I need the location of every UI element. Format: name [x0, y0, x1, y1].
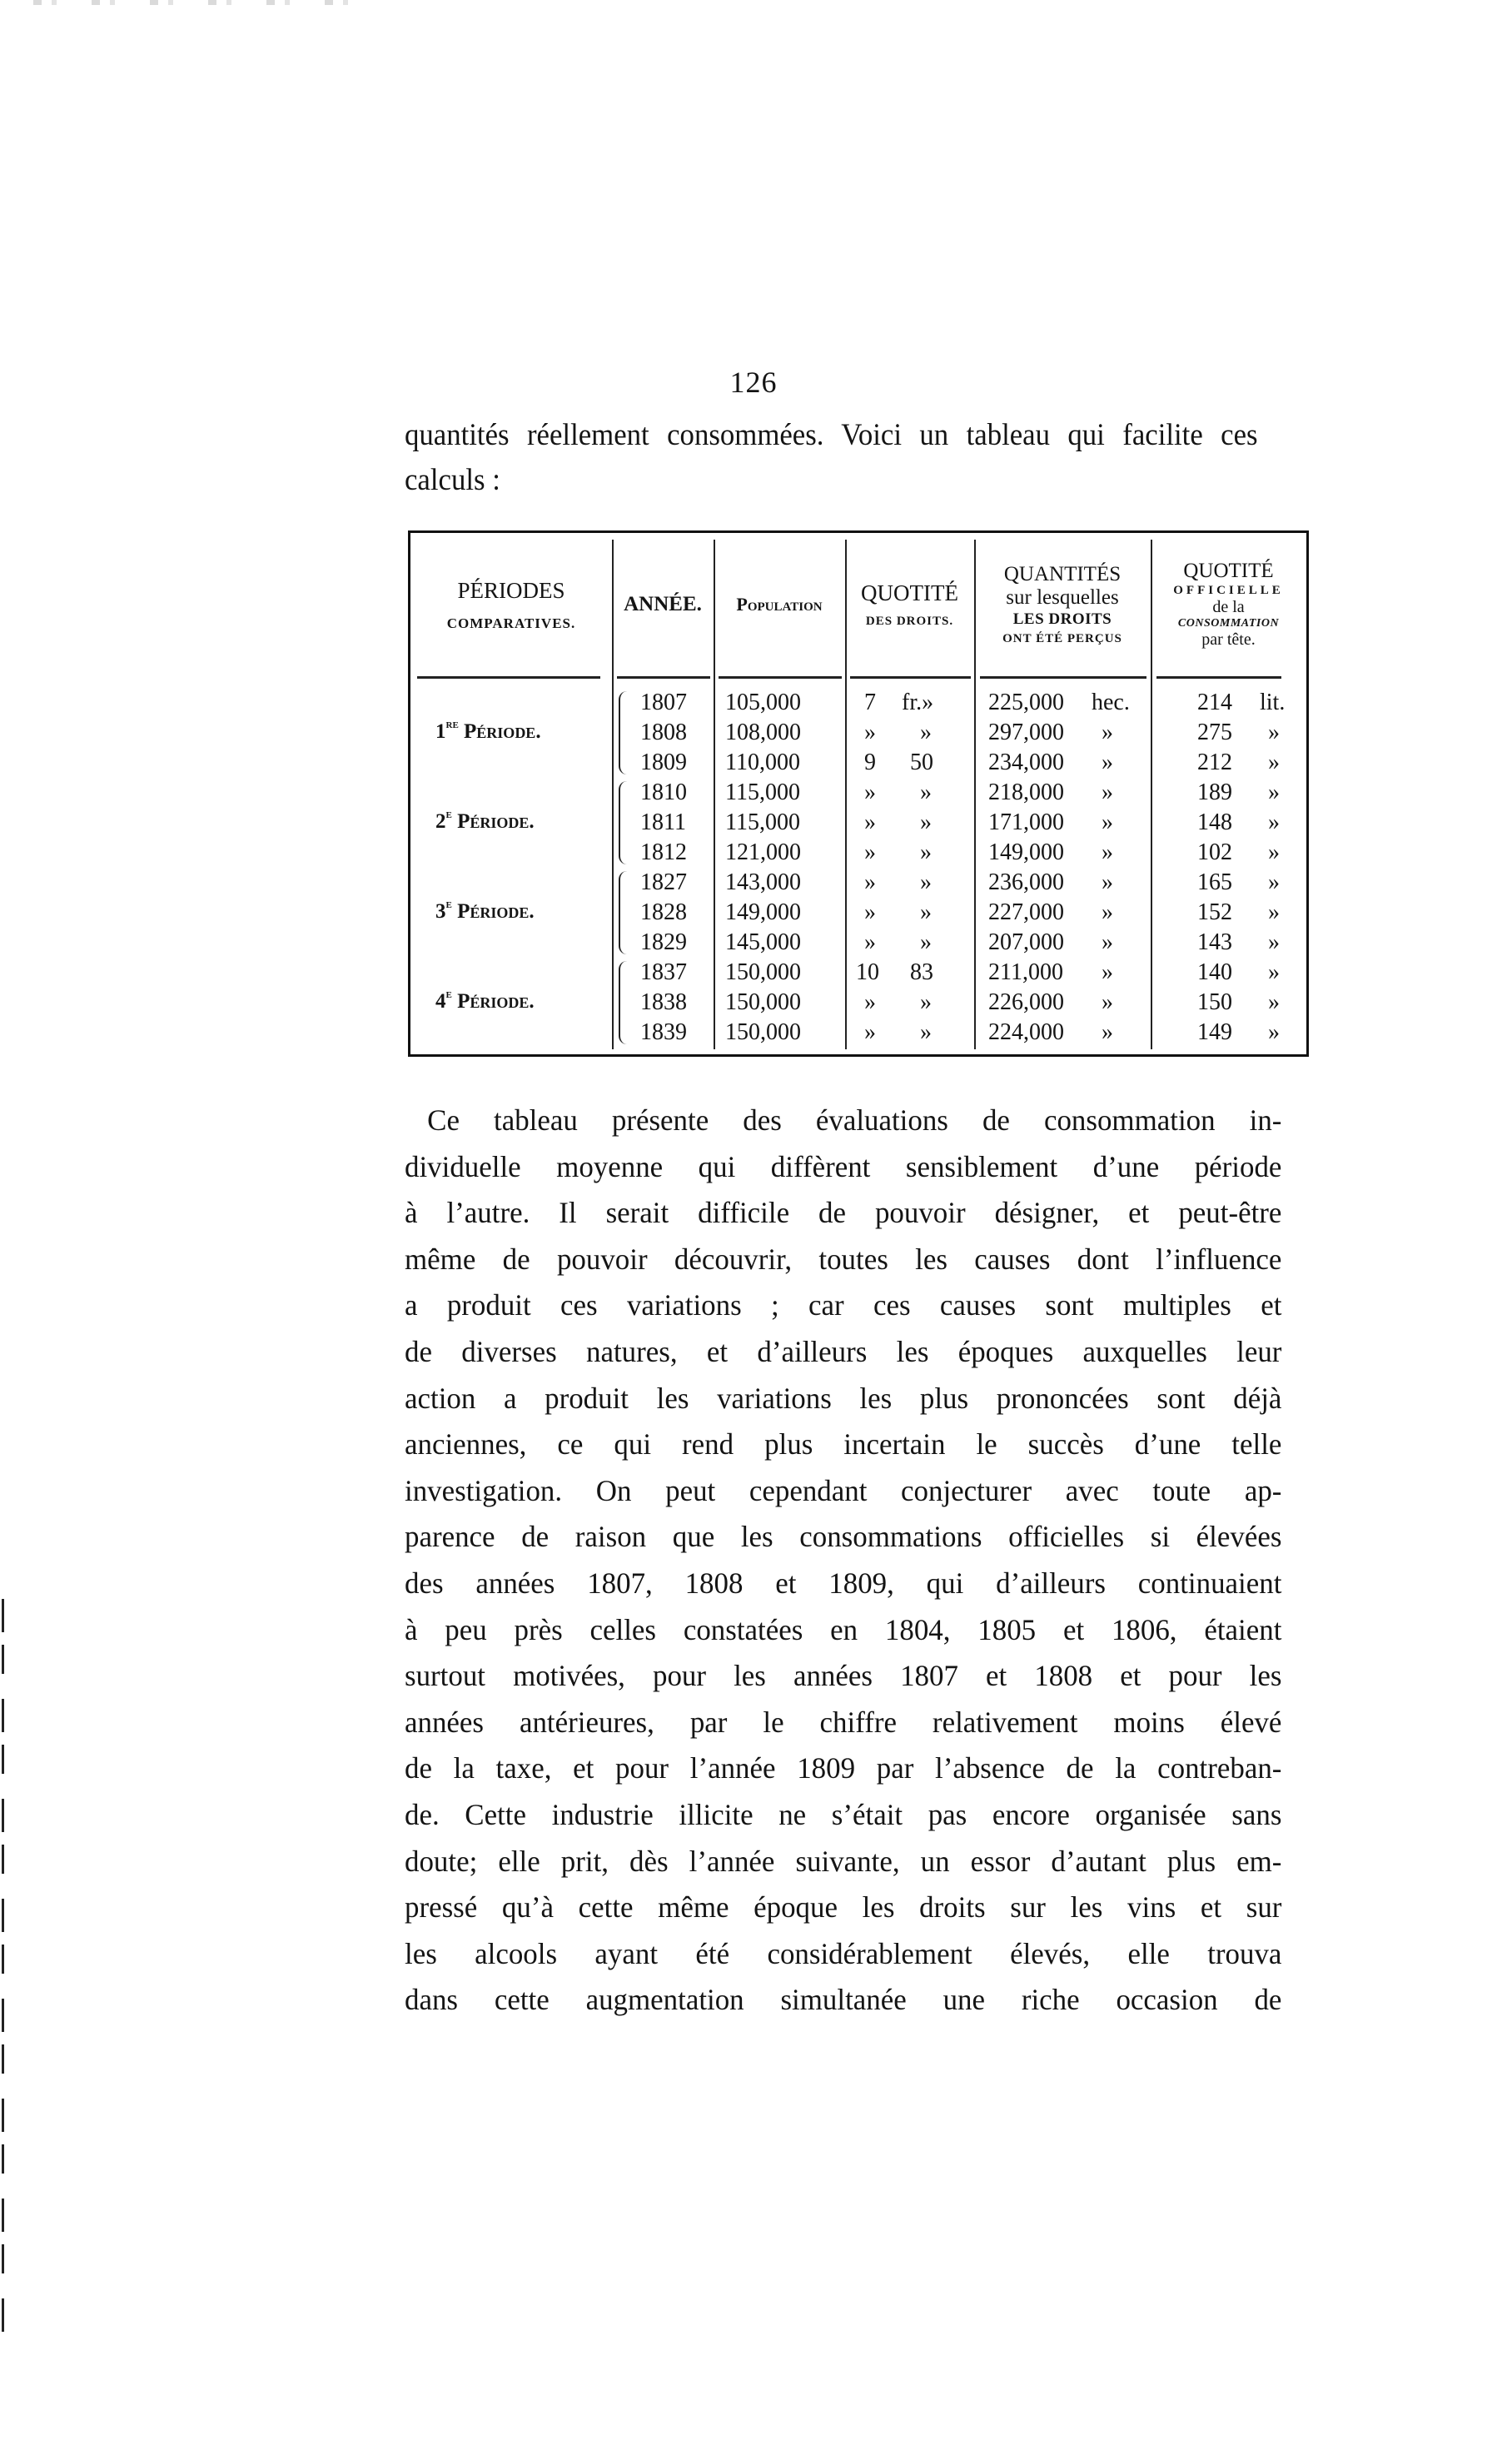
paragraph-line: de. Cette industrie illicite ne s’était pas encore organisée sans: [405, 1797, 1282, 1831]
paragraph-line: de diverses natures, et d’ailleurs les époques auxquelles leur: [405, 1334, 1282, 1368]
paragraph-line: parence de raison que les consommations officielles si élevées: [405, 1520, 1282, 1554]
header-separator: [1156, 676, 1281, 679]
table-row: 1827 143,000 » » 236,000 » 165 »: [640, 869, 1280, 895]
table-row: 1829 145,000 » » 207,000 » 143 »: [640, 929, 1280, 955]
header-quotite-officielle: QUOTITÉ OFFICIELLE de la CONSOMMATION par tête.: [1173, 559, 1284, 650]
scan-artifact-top: [33, 0, 350, 5]
paragraph-line: des années 1807, 1808 et 1809, qui d’ailleurs continuaient: [405, 1566, 1282, 1600]
paragraph-line: à l’autre. Il serait difficile de pouvoir désigner, et peut-être: [405, 1196, 1282, 1230]
table-row: [410, 688, 1306, 718]
paragraph-line: dividuelle moyenne qui diffèrent sensiblement d’une période: [405, 1149, 1282, 1183]
header-quantites: QUANTITÉS sur lesquelles LES DROITS ONT ÉTÉ PERÇUS: [1002, 562, 1122, 646]
paragraph-line: a produit ces variations ; car ces causes sont multiples et: [405, 1288, 1282, 1322]
paragraph-line: surtout motivées, pour les années 1807 et 1808 et pour les: [405, 1659, 1282, 1693]
conso-cell: 214: [1197, 690, 1232, 715]
period-label: 2e Période.: [435, 808, 535, 833]
paragraph-line: doute; elle prit, dès l’année suivante, un essor d’autant plus em-: [405, 1844, 1282, 1878]
table-row: 1812 121,000 » » 149,000 » 102 »: [640, 839, 1280, 865]
paragraph-line: Ce tableau présente des évaluations de consommation in-: [427, 1103, 1282, 1137]
paragraph-line: même de pouvoir découvrir, toutes les causes dont l’influence: [405, 1242, 1282, 1276]
header-separator: [850, 676, 971, 679]
header-periodes: [410, 533, 612, 676]
header-separator: [719, 676, 842, 679]
conso-unit-cell: lit.: [1260, 690, 1286, 715]
paragraph-line: anciennes, ce qui rend plus incertain le succès d’une telle: [405, 1427, 1282, 1462]
table-row: 1811 115,000 » » 171,000 » 148 »: [640, 809, 1280, 835]
paragraph-line: dans cette augmentation simultanée une riche occasion de: [405, 1983, 1282, 2017]
quantite-unit-cell: hec.: [1092, 690, 1130, 715]
header-separator: [617, 676, 710, 679]
period-label: 4e Période.: [435, 988, 535, 1013]
paragraph-line: à peu près celles constatées en 1804, 1805 et 1806, étaient: [405, 1612, 1282, 1646]
body-paragraph: [405, 1098, 1281, 2024]
paragraph-line: investigation. On peut cependant conjecturer avec toute ap-: [405, 1473, 1282, 1507]
table-row: 1839 150,000 » » 224,000 » 149 »: [640, 1019, 1280, 1045]
page-number: 126: [729, 366, 778, 399]
population-cell: 105,000: [725, 690, 801, 715]
droits-c-cell: fr.»: [902, 690, 934, 715]
intro-text: quantités réellement consommées. Voici un tableau qui facilite ces calculs :: [405, 418, 1258, 497]
table-row: 1810 115,000 » » 218,000 » 189 »: [640, 779, 1280, 805]
table-row: 1808 108,000 » » 297,000 » 275 »: [640, 720, 1280, 745]
table-row: 1828 149,000 » » 227,000 » 152 »: [640, 899, 1280, 925]
quantite-cell: 225,000: [988, 690, 1064, 715]
year-cell: 1807: [640, 690, 687, 715]
paragraph-line: années antérieures, par le chiffre relativement moins élevé: [405, 1705, 1282, 1739]
paragraph-line: pressé qu’à cette même époque les droits sur les vins et sur: [405, 1890, 1282, 1925]
table-row: 1837 150,000 10 83 211,000 » 140 »: [640, 959, 1280, 985]
droits-fr-cell: 7: [864, 690, 876, 715]
header-periodes-title: PÉRIODES: [457, 577, 565, 603]
paragraph-line: de la taxe, et pour l’année 1809 par l’absence de la contreban-: [405, 1751, 1282, 1785]
header-periodes-subtitle: COMPARATIVES.: [446, 615, 576, 631]
paragraph-line: action a produit les variations les plus prononcées sont déjà: [405, 1381, 1282, 1415]
scan-artifact-left-edge: [2, 1599, 4, 2332]
period-label: 1re Période.: [435, 718, 541, 743]
header-separator: [417, 676, 600, 679]
header-annee: ANNÉE.: [624, 592, 702, 615]
header-population: Population: [736, 594, 823, 615]
header-separator: [980, 676, 1146, 679]
consumption-table: [408, 530, 1309, 1057]
paragraph-line: les alcools ayant été considérablement élevés, elle trouva: [405, 1936, 1282, 1970]
table-row: 1809 110,000 9 50 234,000 » 212 »: [640, 749, 1280, 775]
table-row: 1838 150,000 » » 226,000 » 150 »: [640, 989, 1280, 1015]
header-quotite-droits: QUOTITÉ DES DROITS.: [861, 580, 958, 628]
period-label: 3e Période.: [435, 898, 535, 923]
